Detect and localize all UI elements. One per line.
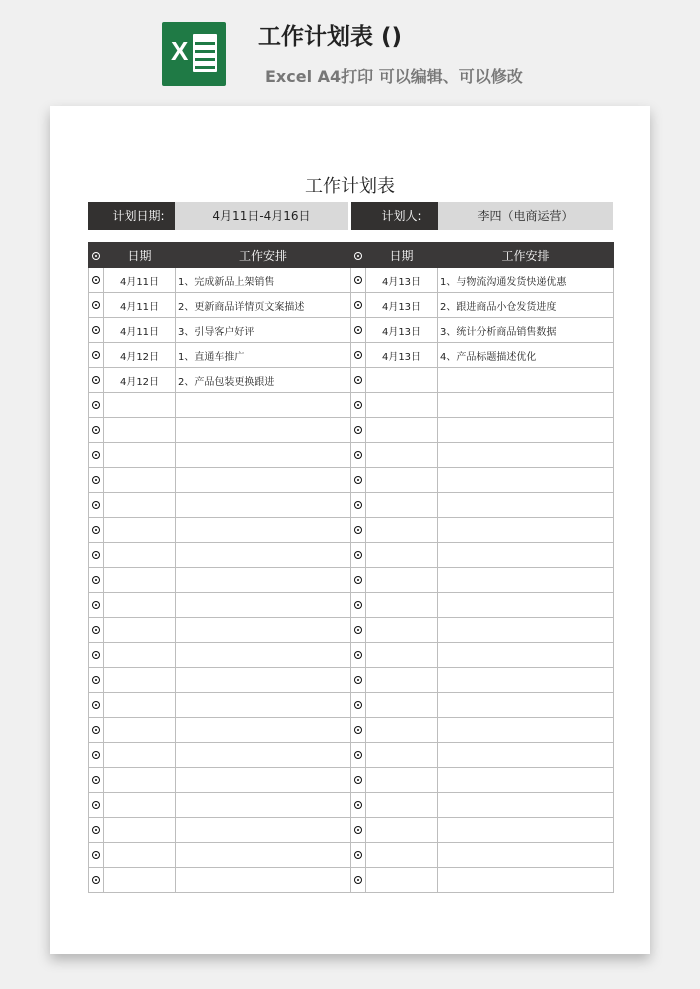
task-cell[interactable]	[438, 768, 614, 793]
date-cell[interactable]	[104, 668, 176, 693]
date-cell[interactable]: 4月11日	[104, 318, 176, 343]
row-marker	[89, 843, 104, 868]
row-marker	[89, 693, 104, 718]
row-marker	[89, 643, 104, 668]
row-marker	[351, 343, 366, 368]
date-cell[interactable]	[104, 843, 176, 868]
task-cell[interactable]	[438, 468, 614, 493]
page-subtitle: Excel A4打印 可以编辑、可以修改	[265, 67, 523, 86]
row-marker	[351, 543, 366, 568]
circle-bullet-icon	[92, 551, 100, 559]
info-marker	[88, 202, 102, 230]
column-header-task: 工作安排	[438, 243, 614, 268]
date-cell[interactable]	[366, 643, 438, 668]
date-cell[interactable]: 4月12日	[104, 368, 176, 393]
row-marker	[351, 518, 366, 543]
date-cell[interactable]: 4月11日	[104, 293, 176, 318]
table-row	[89, 318, 614, 343]
table-row	[89, 868, 614, 893]
date-cell[interactable]: 4月13日	[366, 318, 438, 343]
task-cell[interactable]: 3、统计分析商品销售数据	[438, 318, 614, 343]
circle-bullet-icon	[354, 676, 362, 684]
date-cell[interactable]	[366, 743, 438, 768]
circle-bullet-icon	[92, 451, 100, 459]
date-cell[interactable]	[104, 418, 176, 443]
column-header-date: 日期	[104, 243, 176, 268]
circle-bullet-icon	[354, 876, 362, 884]
date-cell[interactable]	[366, 493, 438, 518]
date-cell[interactable]	[366, 618, 438, 643]
circle-bullet-icon	[354, 276, 362, 284]
row-marker	[351, 768, 366, 793]
task-cell[interactable]	[438, 393, 614, 418]
date-cell[interactable]	[366, 668, 438, 693]
row-marker	[351, 318, 366, 343]
date-cell[interactable]	[366, 543, 438, 568]
row-marker	[351, 743, 366, 768]
date-cell[interactable]	[366, 843, 438, 868]
date-cell[interactable]	[104, 793, 176, 818]
date-cell[interactable]	[366, 393, 438, 418]
circle-bullet-icon	[354, 751, 362, 759]
task-cell[interactable]	[176, 443, 351, 468]
circle-bullet-icon	[354, 776, 362, 784]
date-cell[interactable]	[104, 643, 176, 668]
row-marker	[351, 818, 366, 843]
table-row	[89, 418, 614, 443]
task-cell[interactable]: 2、跟进商品小仓发货进度	[438, 293, 614, 318]
row-marker	[351, 718, 366, 743]
task-cell[interactable]	[176, 393, 351, 418]
task-cell[interactable]	[438, 668, 614, 693]
row-marker	[351, 493, 366, 518]
task-cell[interactable]	[176, 768, 351, 793]
task-cell[interactable]	[438, 443, 614, 468]
circle-bullet-icon	[92, 776, 100, 784]
task-cell[interactable]: 1、完成新品上架销售	[176, 268, 351, 293]
row-marker	[89, 668, 104, 693]
table-row	[89, 693, 614, 718]
task-cell[interactable]: 1、直通车推广	[176, 343, 351, 368]
table-row	[89, 493, 614, 518]
task-cell[interactable]: 4、产品标题描述优化	[438, 343, 614, 368]
circle-bullet-icon	[354, 326, 362, 334]
task-cell[interactable]	[438, 693, 614, 718]
row-marker	[89, 268, 104, 293]
row-marker	[89, 318, 104, 343]
task-cell[interactable]	[438, 518, 614, 543]
date-cell[interactable]	[104, 618, 176, 643]
row-marker	[89, 618, 104, 643]
date-cell[interactable]	[366, 768, 438, 793]
column-header-date: 日期	[366, 243, 438, 268]
table-row	[89, 843, 614, 868]
row-marker	[89, 568, 104, 593]
date-cell[interactable]	[104, 718, 176, 743]
date-cell[interactable]	[104, 568, 176, 593]
circle-bullet-icon	[354, 351, 362, 359]
date-cell[interactable]	[366, 793, 438, 818]
task-cell[interactable]	[176, 693, 351, 718]
task-cell[interactable]	[176, 468, 351, 493]
task-cell[interactable]	[176, 593, 351, 618]
task-cell[interactable]	[176, 518, 351, 543]
page-title: 工作计划表 ()	[258, 24, 403, 50]
row-marker	[89, 518, 104, 543]
circle-bullet-icon	[92, 301, 100, 309]
table-row	[89, 768, 614, 793]
date-cell[interactable]: 4月13日	[366, 343, 438, 368]
date-cell[interactable]	[366, 593, 438, 618]
table-row	[89, 518, 614, 543]
date-cell[interactable]: 4月13日	[366, 268, 438, 293]
date-cell[interactable]	[366, 868, 438, 893]
task-cell[interactable]	[438, 818, 614, 843]
document-title: 工作计划表	[305, 176, 395, 197]
task-cell[interactable]: 2、产品包装更换跟进	[176, 368, 351, 393]
table-row	[89, 818, 614, 843]
task-cell[interactable]	[438, 418, 614, 443]
row-marker	[351, 243, 366, 268]
circle-bullet-icon	[354, 401, 362, 409]
task-cell[interactable]	[438, 543, 614, 568]
table-row	[89, 668, 614, 693]
circle-bullet-icon	[92, 676, 100, 684]
circle-bullet-icon	[354, 501, 362, 509]
row-marker	[89, 293, 104, 318]
document-paper	[50, 106, 650, 954]
table-row	[89, 643, 614, 668]
plan-info-bar	[88, 202, 613, 230]
circle-bullet-icon	[354, 601, 362, 609]
excel-logo-icon	[162, 22, 226, 86]
row-marker	[89, 793, 104, 818]
circle-bullet-icon	[354, 651, 362, 659]
circle-bullet-icon	[354, 476, 362, 484]
date-cell[interactable]	[366, 718, 438, 743]
date-cell[interactable]	[366, 468, 438, 493]
row-marker	[351, 393, 366, 418]
column-header-task: 工作安排	[176, 243, 351, 268]
row-marker	[89, 593, 104, 618]
date-cell[interactable]	[366, 818, 438, 843]
table-row	[89, 593, 614, 618]
circle-bullet-icon	[92, 351, 100, 359]
task-cell[interactable]	[438, 843, 614, 868]
table-row	[89, 568, 614, 593]
circle-bullet-icon	[92, 751, 100, 759]
table-row	[89, 793, 614, 818]
task-cell[interactable]	[438, 368, 614, 393]
row-marker	[89, 743, 104, 768]
plan-date-value[interactable]: 4月11日-4月16日	[175, 202, 348, 230]
page-header	[0, 0, 700, 100]
table-row	[89, 468, 614, 493]
table-row	[89, 293, 614, 318]
row-marker	[351, 868, 366, 893]
date-cell[interactable]	[104, 543, 176, 568]
circle-bullet-icon	[92, 701, 100, 709]
date-cell[interactable]: 4月12日	[104, 343, 176, 368]
row-marker	[89, 543, 104, 568]
row-marker	[89, 393, 104, 418]
circle-bullet-icon	[92, 376, 100, 384]
circle-bullet-icon	[354, 726, 362, 734]
row-marker	[351, 643, 366, 668]
circle-bullet-icon	[354, 252, 362, 260]
circle-bullet-icon	[92, 626, 100, 634]
circle-bullet-icon	[354, 826, 362, 834]
row-marker	[351, 843, 366, 868]
row-marker	[89, 368, 104, 393]
table-row	[89, 443, 614, 468]
circle-bullet-icon	[92, 526, 100, 534]
date-cell[interactable]: 4月11日	[104, 268, 176, 293]
row-marker	[351, 268, 366, 293]
date-cell[interactable]	[366, 443, 438, 468]
task-cell[interactable]	[438, 743, 614, 768]
date-cell[interactable]	[366, 568, 438, 593]
date-cell[interactable]	[104, 868, 176, 893]
circle-bullet-icon	[354, 551, 362, 559]
task-cell[interactable]	[438, 593, 614, 618]
circle-bullet-icon	[354, 426, 362, 434]
row-marker	[351, 568, 366, 593]
task-cell[interactable]	[176, 493, 351, 518]
task-cell[interactable]	[438, 618, 614, 643]
table-row	[89, 743, 614, 768]
date-cell[interactable]	[366, 518, 438, 543]
circle-bullet-icon	[92, 252, 100, 260]
circle-bullet-icon	[354, 376, 362, 384]
row-marker	[351, 593, 366, 618]
row-marker	[351, 668, 366, 693]
table-row	[89, 268, 614, 293]
row-marker	[89, 418, 104, 443]
task-cell[interactable]	[438, 793, 614, 818]
table-row	[89, 718, 614, 743]
excel-logo-letter: X	[171, 36, 189, 66]
date-cell[interactable]	[104, 493, 176, 518]
work-schedule-table	[88, 242, 614, 893]
task-cell[interactable]: 2、更新商品详情页文案描述	[176, 293, 351, 318]
date-cell[interactable]	[366, 368, 438, 393]
circle-bullet-icon	[92, 601, 100, 609]
circle-bullet-icon	[354, 526, 362, 534]
circle-bullet-icon	[354, 576, 362, 584]
task-cell[interactable]	[438, 643, 614, 668]
date-cell[interactable]	[104, 593, 176, 618]
date-cell[interactable]	[366, 693, 438, 718]
circle-bullet-icon	[354, 801, 362, 809]
circle-bullet-icon	[92, 276, 100, 284]
task-cell[interactable]: 1、与物流沟通发货快递优惠	[438, 268, 614, 293]
circle-bullet-icon	[92, 876, 100, 884]
date-cell[interactable]	[104, 743, 176, 768]
table-row	[89, 393, 614, 418]
date-cell[interactable]	[104, 818, 176, 843]
task-cell[interactable]	[176, 743, 351, 768]
task-cell[interactable]	[176, 868, 351, 893]
circle-bullet-icon	[92, 826, 100, 834]
row-marker	[89, 818, 104, 843]
row-marker	[351, 468, 366, 493]
date-cell[interactable]	[104, 768, 176, 793]
info-marker	[351, 202, 365, 230]
row-marker	[89, 768, 104, 793]
circle-bullet-icon	[92, 401, 100, 409]
task-cell[interactable]	[176, 418, 351, 443]
row-marker	[89, 468, 104, 493]
row-marker	[351, 368, 366, 393]
planner-label: 计划人:	[365, 202, 438, 230]
row-marker	[351, 418, 366, 443]
task-cell[interactable]	[176, 618, 351, 643]
row-marker	[89, 868, 104, 893]
task-cell[interactable]	[176, 568, 351, 593]
task-cell[interactable]	[176, 818, 351, 843]
date-cell[interactable]: 4月13日	[366, 293, 438, 318]
row-marker	[89, 443, 104, 468]
table-row	[89, 368, 614, 393]
circle-bullet-icon	[92, 501, 100, 509]
date-cell[interactable]	[366, 418, 438, 443]
circle-bullet-icon	[92, 851, 100, 859]
task-cell[interactable]	[176, 668, 351, 693]
row-marker	[89, 493, 104, 518]
task-cell[interactable]	[176, 793, 351, 818]
row-marker	[351, 793, 366, 818]
circle-bullet-icon	[92, 476, 100, 484]
circle-bullet-icon	[92, 576, 100, 584]
date-cell[interactable]	[104, 693, 176, 718]
row-marker	[351, 443, 366, 468]
table-row	[89, 343, 614, 368]
row-marker	[89, 343, 104, 368]
plan-date-label: 计划日期:	[102, 202, 175, 230]
circle-bullet-icon	[92, 801, 100, 809]
task-cell[interactable]	[176, 843, 351, 868]
task-cell[interactable]	[176, 543, 351, 568]
task-cell[interactable]	[438, 718, 614, 743]
circle-bullet-icon	[92, 651, 100, 659]
task-cell[interactable]	[176, 718, 351, 743]
circle-bullet-icon	[354, 701, 362, 709]
row-marker	[351, 293, 366, 318]
date-cell[interactable]	[104, 468, 176, 493]
row-marker	[351, 693, 366, 718]
date-cell[interactable]	[104, 443, 176, 468]
table-row	[89, 543, 614, 568]
table-row	[89, 618, 614, 643]
task-cell[interactable]	[438, 568, 614, 593]
circle-bullet-icon	[92, 426, 100, 434]
circle-bullet-icon	[354, 301, 362, 309]
task-cell[interactable]: 3、引导客户好评	[176, 318, 351, 343]
row-marker	[89, 243, 104, 268]
planner-value[interactable]: 李四（电商运营）	[438, 202, 613, 230]
row-marker	[89, 718, 104, 743]
circle-bullet-icon	[354, 451, 362, 459]
circle-bullet-icon	[92, 726, 100, 734]
task-cell[interactable]	[438, 868, 614, 893]
circle-bullet-icon	[354, 626, 362, 634]
table-header-row	[89, 243, 614, 268]
task-cell[interactable]	[176, 643, 351, 668]
circle-bullet-icon	[92, 326, 100, 334]
row-marker	[351, 618, 366, 643]
date-cell[interactable]	[104, 393, 176, 418]
circle-bullet-icon	[354, 851, 362, 859]
task-cell[interactable]	[438, 493, 614, 518]
date-cell[interactable]	[104, 518, 176, 543]
spreadsheet-icon	[193, 34, 217, 72]
